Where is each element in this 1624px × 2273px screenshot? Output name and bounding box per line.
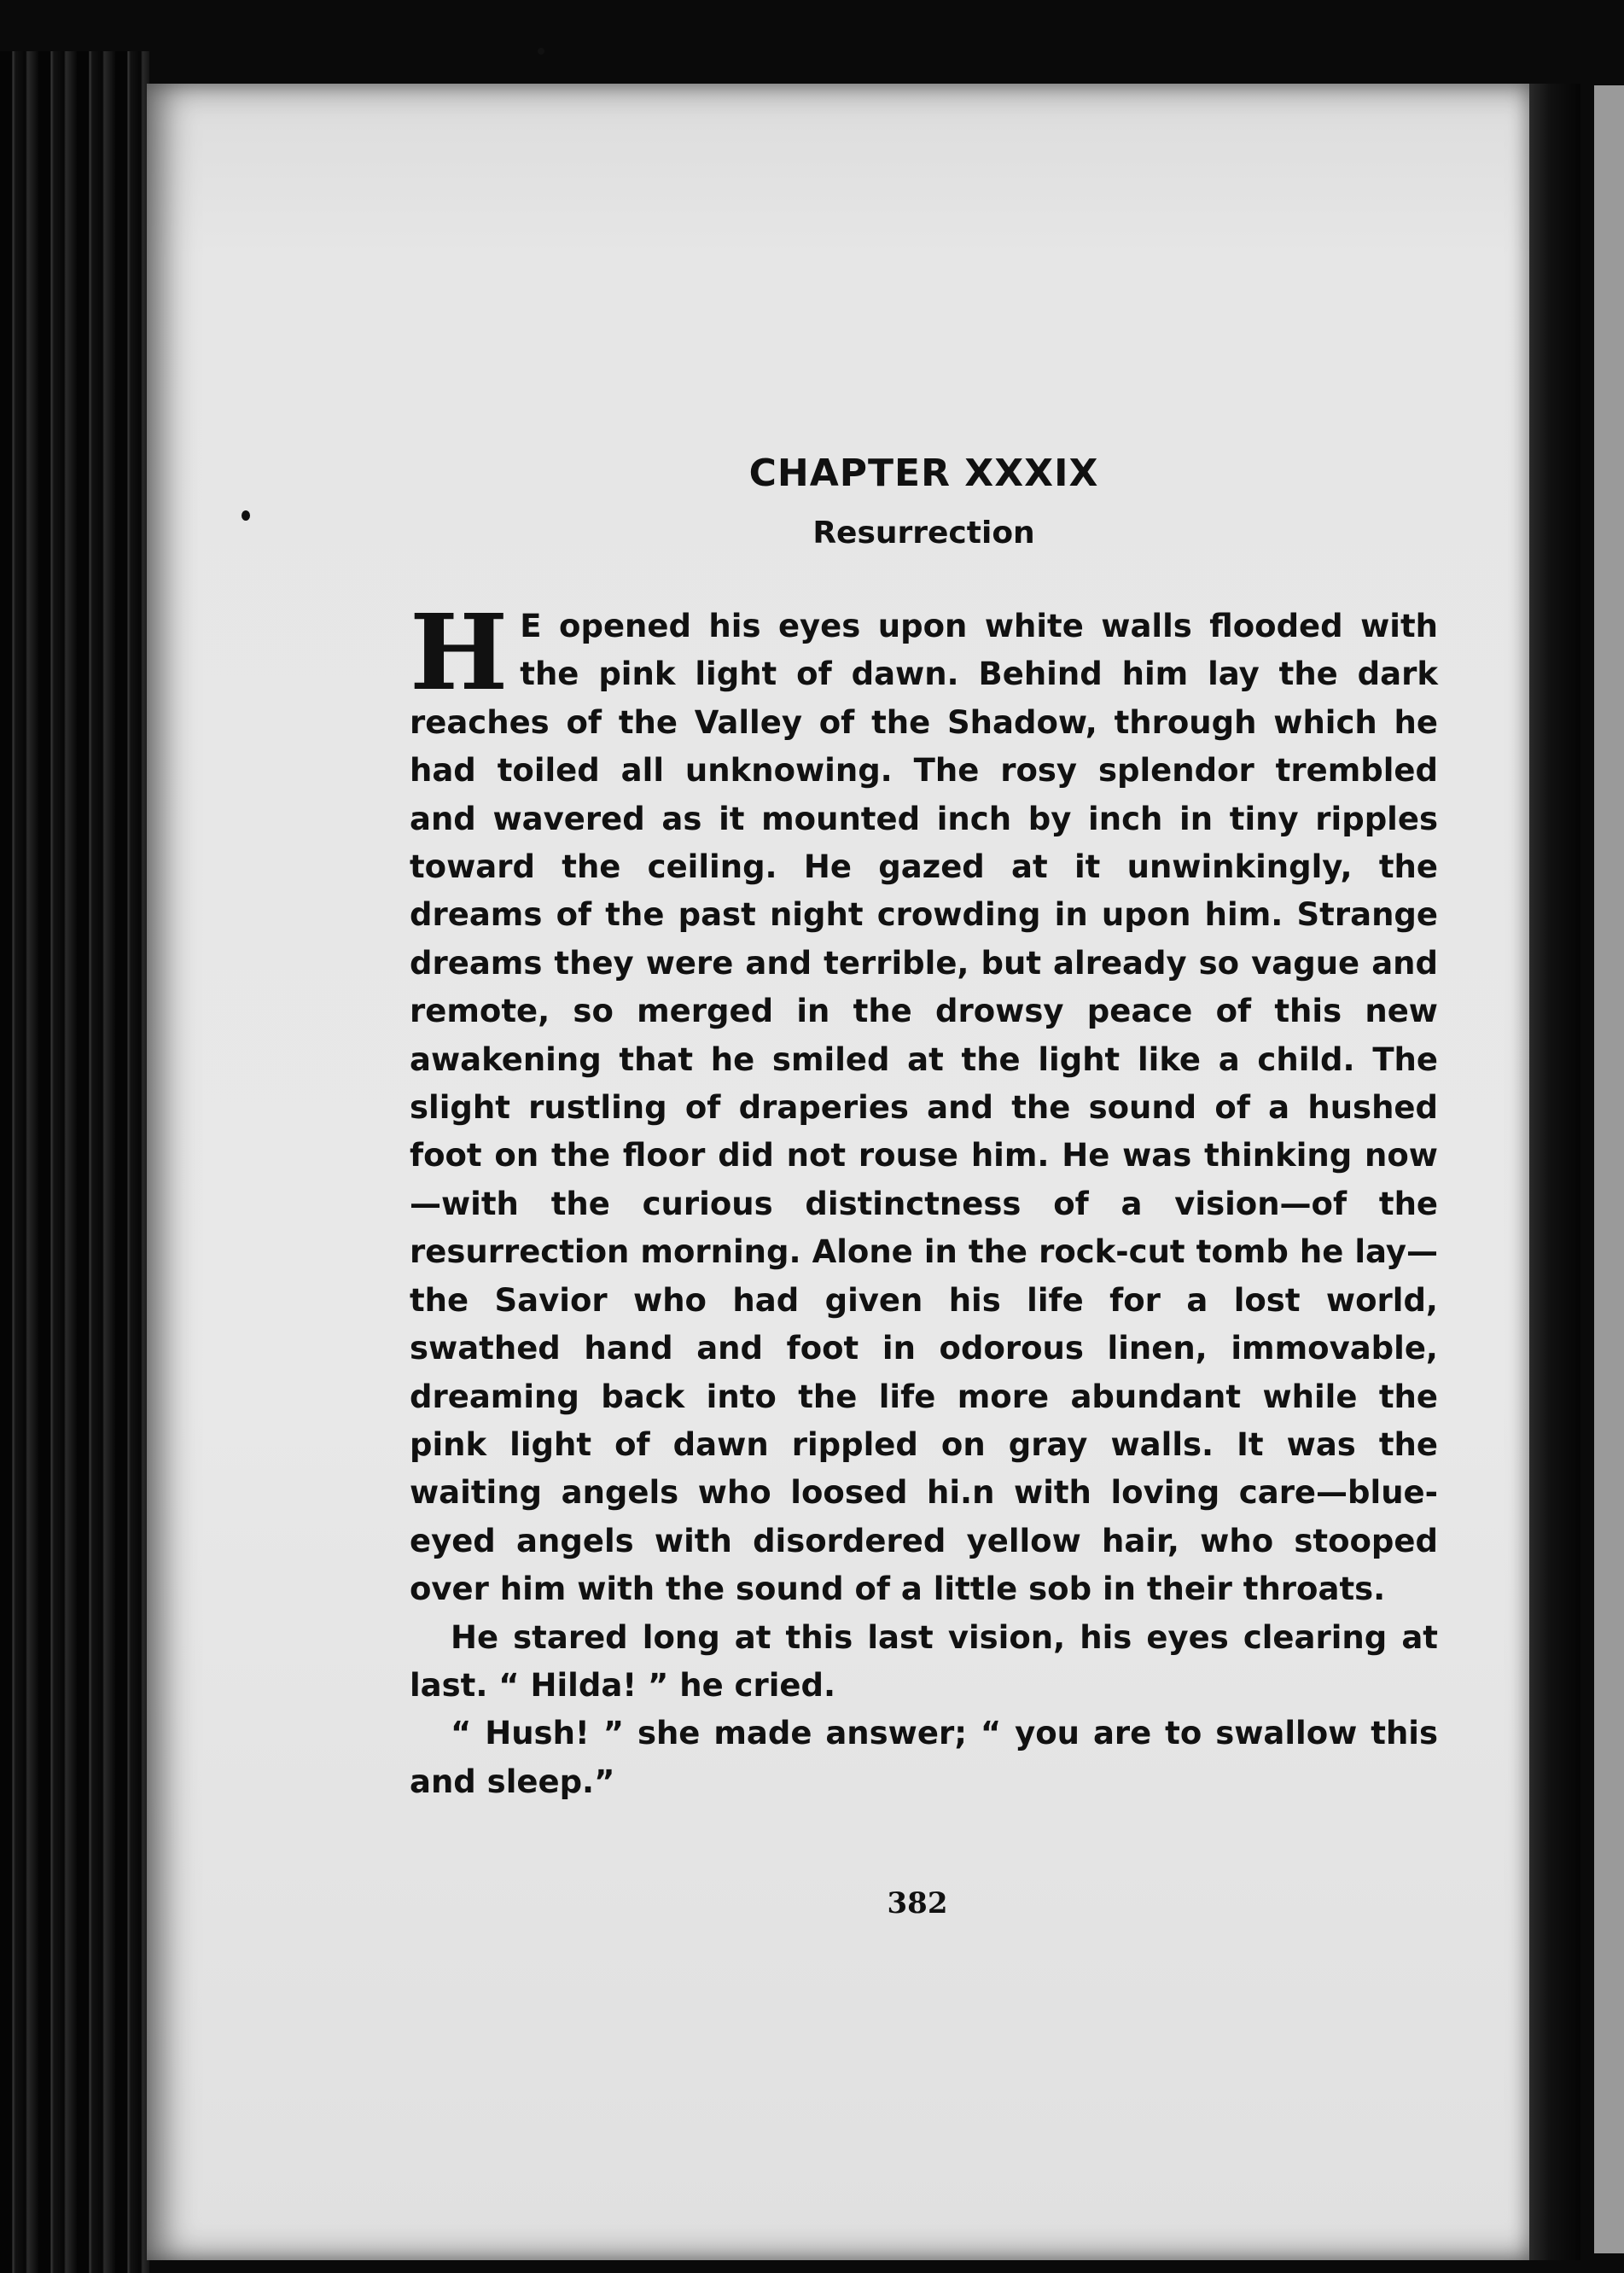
page-right-shadow — [1529, 84, 1580, 2260]
chapter-subtitle: Resurrection — [812, 516, 1035, 551]
chapter-title: CHAPTER XXXIX — [748, 452, 1099, 495]
paragraph-1-text: E opened his eyes upon white walls flooded with the pink light of dawn. Behind him lay the dark reaches of the Valley of the Shadow, through which he had toiled all unknowing. The rosy splendor trembled and wavered as it mounted inch by inch in tiny ripples toward the ceiling. He gazed at it unwinkingly, the dreams of the past night crowding in upon him. Strange dreams they were and terrible, but already so vague and remote, so merged in the drowsy peace of this new awakening that he smiled at the light like a child. The slight rustling of draperies and the sound of a hushed foot on the floor did not rouse him. He was thinking now—with the curious distinctness of a vision—of the resurrection morning. Alone in the rock-cut tomb he lay—the Savior who had given his life for a lost world, swathed hand and foot in odorous linen, immovable, dreaming back into the life more abundant while the pink light of dawn rippled on gray walls. It was the waiting angels who loosed hi.n with loving care—blue-eyed angels with disordered yellow hair, who stooped over him with the sound of a little sob in their throats. — [410, 608, 1438, 1608]
paragraph-1 — [410, 591, 1438, 1614]
scan-speck — [538, 48, 544, 55]
scan-speck — [242, 510, 250, 521]
chapter-text-block — [410, 444, 1438, 1806]
paragraph-2: He stared long at this last vision, his eyes clearing at last. “ Hilda! ” he cried. — [410, 1618, 1438, 1704]
page-number: 382 — [887, 1886, 948, 1920]
adjacent-page-strip — [1594, 85, 1624, 2253]
drop-cap-letter: H — [410, 591, 509, 714]
book-binding-edge — [0, 51, 149, 2273]
paragraph-3: “ Hush! ” she made answer; “ you are to swallow this and sleep.” — [410, 1715, 1438, 1800]
